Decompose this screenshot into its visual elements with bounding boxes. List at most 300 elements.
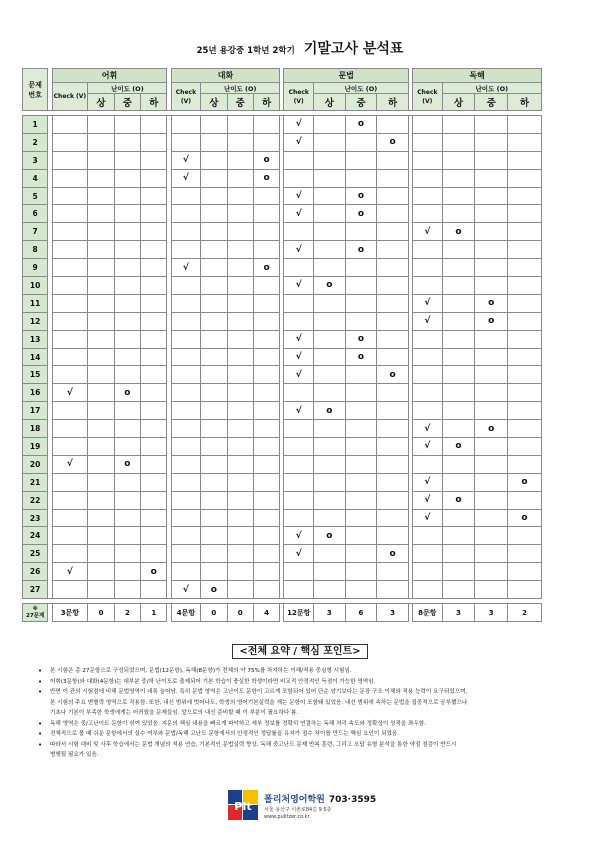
reading-high-cell [442, 133, 475, 151]
vocab-high-cell [88, 509, 114, 527]
reading-high-cell [442, 509, 475, 527]
grammar-low-cell [377, 259, 409, 277]
vocab-high-cell [88, 527, 114, 545]
academy-website[interactable]: www.pulitzer.co.kr [264, 814, 310, 820]
grammar-mid-cell [345, 545, 377, 563]
vocab-mid-cell [114, 312, 140, 330]
vocab-mid-cell [114, 420, 140, 438]
vocab-low-cell [141, 509, 167, 527]
grammar-high-cell [314, 241, 346, 259]
reading-mid-cell [475, 438, 508, 456]
dialog-low-cell [253, 116, 279, 134]
reading-high-cell [442, 312, 475, 330]
dialog-high-cell [201, 169, 227, 187]
table-row [23, 509, 542, 527]
reading-low-cell [508, 133, 542, 151]
vocab-low-cell [141, 420, 167, 438]
grammar-high-cell [314, 133, 346, 151]
grammar-high-cell: o [314, 527, 346, 545]
dialog-low-cell [253, 384, 279, 402]
question-number: 7 [23, 223, 48, 241]
vocab-mid-total: 2 [114, 604, 140, 622]
reading-mid-cell [475, 402, 508, 420]
reading-check-cell [413, 563, 443, 581]
question-number: 1 [23, 116, 48, 134]
academy-phone: 703·3595 [328, 795, 377, 805]
grammar-mid-cell [345, 259, 377, 277]
table-row [23, 116, 542, 134]
table-row [23, 491, 542, 509]
vocab-mid-cell [114, 509, 140, 527]
dialog-low-cell [253, 563, 279, 581]
dialog-mid-cell [227, 241, 253, 259]
grammar-mid-cell [345, 133, 377, 151]
vocab-low-cell [141, 366, 167, 384]
vocab-mid-cell [114, 116, 140, 134]
grammar-check-cell [284, 420, 314, 438]
level-high-header: 상 [201, 94, 227, 111]
vocab-high-cell [88, 133, 114, 151]
question-number: 15 [23, 366, 48, 384]
grammar-high-cell [314, 509, 346, 527]
reading-check-cell: √ [413, 294, 443, 312]
reading-low-cell [508, 187, 542, 205]
dialog-low-cell [253, 473, 279, 491]
reading-low-cell [508, 420, 542, 438]
dialog-mid-cell [227, 312, 253, 330]
grammar-high-cell [314, 205, 346, 223]
reading-high-cell [442, 402, 475, 420]
reading-high-cell [442, 366, 475, 384]
reading-low-cell [508, 241, 542, 259]
grammar-high-cell [314, 545, 346, 563]
grammar-mid-cell [345, 312, 377, 330]
question-number: 14 [23, 348, 48, 366]
vocab-check-cell [52, 312, 88, 330]
dialog-mid-cell [227, 366, 253, 384]
question-number: 9 [23, 259, 48, 277]
grammar-high-cell [314, 581, 346, 599]
reading-mid-cell [475, 545, 508, 563]
vocab-low-cell [141, 259, 167, 277]
section-header-grammar: 문법 [284, 69, 408, 83]
reading-check-cell [413, 133, 443, 151]
vocab-high-cell [88, 438, 114, 456]
reading-check-cell [413, 348, 443, 366]
vocab-check-cell [52, 169, 88, 187]
reading-mid-cell [475, 116, 508, 134]
dialog-check-cell: √ [171, 581, 201, 599]
dialog-low-cell [253, 205, 279, 223]
reading-check-cell [413, 366, 443, 384]
grammar-low-cell [377, 205, 409, 223]
vocab-high-cell [88, 241, 114, 259]
vocab-low-cell [141, 151, 167, 169]
grammar-mid-cell: o [345, 116, 377, 134]
vocab-mid-cell: o [114, 384, 140, 402]
dialog-low-cell: o [253, 259, 279, 277]
difficulty-header: 난이도 (O) [314, 83, 409, 94]
vocab-check-total: 3문항 [52, 604, 88, 622]
dialog-check-total: 4문항 [171, 604, 201, 622]
grammar-high-cell [314, 384, 346, 402]
reading-check-cell: √ [413, 491, 443, 509]
dialog-mid-cell [227, 384, 253, 402]
reading-low-cell [508, 563, 542, 581]
reading-mid-cell [475, 563, 508, 581]
vocab-check-cell [52, 509, 88, 527]
reading-mid-cell [475, 241, 508, 259]
dialog-check-cell [171, 241, 201, 259]
grammar-mid-cell: o [345, 348, 377, 366]
reading-high-cell [442, 169, 475, 187]
vocab-high-cell [88, 259, 114, 277]
dialog-high-cell [201, 312, 227, 330]
vocab-low-cell [141, 384, 167, 402]
reading-low-cell: o [508, 473, 542, 491]
reading-check-cell [413, 205, 443, 223]
summary-bullet: • 따라서 시험 대비 및 사후 학습에서는 문법 개념의 적용 연습, 기본적인 문법실력 향상, 독해 중고난도 문제 반복 훈련, 그리고 오답 유형 분석을 통한 약점 점검이 반드시 [38, 740, 558, 751]
summary-bullet: 기초나 기본이 부족한 학생에게는 어려웠을 문제들임. 앞으로의 내신 준비할 때 이 부분이 필요하다 봄. [50, 710, 299, 716]
reading-low-cell [508, 491, 542, 509]
table-row [23, 259, 542, 277]
reading-check-cell [413, 259, 443, 277]
section-header-reading: 독해 [413, 69, 542, 83]
dialog-high-cell [201, 491, 227, 509]
vocab-low-cell [141, 438, 167, 456]
page-title [0, 38, 600, 58]
grammar-high-cell [314, 420, 346, 438]
vocab-high-cell [88, 223, 114, 241]
grammar-high-cell [314, 259, 346, 277]
summary-bullet: • 독해 영역은 중/고난이도 문항이 섞여 있었음. 지문의 핵심 내용을 빠르게 파악하고 세부 정보를 정확히 연결하는 독해 처리 속도와 정확성이 성적을 좌우함. [38, 719, 558, 730]
table-row [23, 205, 542, 223]
dialog-high-cell [201, 133, 227, 151]
grammar-mid-cell: o [345, 205, 377, 223]
vocab-high-cell [88, 402, 114, 420]
dialog-check-cell [171, 420, 201, 438]
table-row [23, 455, 542, 473]
section-header-vocab: 어휘 [52, 69, 167, 83]
vocab-low-cell [141, 294, 167, 312]
vocab-high-cell [88, 187, 114, 205]
question-number: 27 [23, 581, 48, 599]
academy-logo-icon [228, 790, 258, 820]
grammar-check-cell: √ [284, 133, 314, 151]
grammar-check-cell [284, 438, 314, 456]
reading-mid-cell [475, 330, 508, 348]
dialog-low-cell [253, 366, 279, 384]
vocab-high-cell [88, 151, 114, 169]
dialog-low-cell [253, 330, 279, 348]
grammar-mid-cell: o [345, 330, 377, 348]
vocab-check-cell [52, 491, 88, 509]
vocab-mid-cell [114, 563, 140, 581]
dialog-low-cell [253, 187, 279, 205]
grammar-low-cell [377, 491, 409, 509]
dialog-high-cell [201, 384, 227, 402]
dialog-low-cell: o [253, 151, 279, 169]
dialog-high-cell [201, 438, 227, 456]
grammar-mid-cell [345, 402, 377, 420]
reading-mid-cell: o [475, 294, 508, 312]
vocab-high-cell [88, 330, 114, 348]
vocab-check-cell [52, 133, 88, 151]
dialog-low-cell [253, 509, 279, 527]
grammar-check-cell: √ [284, 205, 314, 223]
dialog-low-cell [253, 223, 279, 241]
reading-check-cell [413, 169, 443, 187]
vocab-low-cell [141, 277, 167, 295]
grammar-low-cell [377, 455, 409, 473]
dialog-check-cell [171, 491, 201, 509]
dialog-high-cell [201, 527, 227, 545]
level-high-header: 상 [88, 94, 114, 111]
dialog-check-cell [171, 402, 201, 420]
dialog-check-cell: √ [171, 259, 201, 277]
reading-mid-cell [475, 223, 508, 241]
vocab-low-cell [141, 205, 167, 223]
reading-low-cell [508, 116, 542, 134]
dialog-low-cell [253, 312, 279, 330]
grammar-check-cell: √ [284, 116, 314, 134]
grammar-check-cell: √ [284, 241, 314, 259]
dialog-high-cell [201, 294, 227, 312]
question-number: 11 [23, 294, 48, 312]
dialog-low-cell [253, 581, 279, 599]
reading-mid-total: 3 [475, 604, 508, 622]
vocab-mid-cell [114, 223, 140, 241]
dialog-high-total: 0 [201, 604, 227, 622]
vocab-low-cell [141, 545, 167, 563]
vocab-check-cell: √ [52, 455, 88, 473]
grammar-check-cell [284, 384, 314, 402]
vocab-check-cell: √ [52, 563, 88, 581]
grammar-check-cell [284, 312, 314, 330]
grammar-mid-total: 6 [345, 604, 377, 622]
vocab-high-total: 0 [88, 604, 114, 622]
reading-check-cell: √ [413, 509, 443, 527]
level-low-header: 하 [141, 94, 167, 111]
reading-low-cell [508, 348, 542, 366]
vocab-mid-cell [114, 187, 140, 205]
question-number: 2 [23, 133, 48, 151]
reading-high-cell [442, 187, 475, 205]
grammar-low-cell [377, 151, 409, 169]
reading-high-cell [442, 527, 475, 545]
reading-low-cell [508, 366, 542, 384]
vocab-low-cell [141, 187, 167, 205]
grammar-check-cell [284, 473, 314, 491]
reading-high-cell [442, 259, 475, 277]
grammar-high-cell [314, 312, 346, 330]
reading-high-total: 3 [442, 604, 475, 622]
check-header: Check (V) [284, 83, 314, 111]
dialog-mid-cell [227, 402, 253, 420]
vocab-low-cell [141, 312, 167, 330]
reading-check-cell [413, 527, 443, 545]
reading-mid-cell [475, 169, 508, 187]
question-number: 22 [23, 491, 48, 509]
table-row [23, 563, 542, 581]
grammar-mid-cell [345, 473, 377, 491]
difficulty-header: 난이도 (O) [88, 83, 167, 94]
difficulty-header: 난이도 (O) [442, 83, 541, 94]
vocab-check-cell [52, 527, 88, 545]
grammar-high-cell [314, 223, 346, 241]
dialog-mid-cell [227, 151, 253, 169]
reading-mid-cell [475, 384, 508, 402]
summary-bullet: • 본 시험은 총 27문항으로 구성되었으며, 문법(12문항), 독해(8문항)가 전체의 약 75%를 차지하는 이해/적용 중심형 시험임. [38, 666, 558, 677]
question-number: 13 [23, 330, 48, 348]
reading-low-cell [508, 581, 542, 599]
grammar-low-cell [377, 420, 409, 438]
dialog-high-cell [201, 330, 227, 348]
summary-bullet: • 반면 이 관의 시험점에 비해 문법영역이 대폭 늘어남. 특히 문법 영역은 고난이도 문항이 고르게 포함되어 있어 단순 암기보다는 문장 구조 이해와 적용 능력이 요구되었으며, [38, 687, 558, 698]
dialog-high-cell [201, 563, 227, 581]
reading-mid-cell [475, 581, 508, 599]
reading-low-cell [508, 294, 542, 312]
dialog-high-cell [201, 348, 227, 366]
vocab-mid-cell [114, 527, 140, 545]
vocab-check-cell [52, 259, 88, 277]
grammar-low-cell [377, 223, 409, 241]
vocab-high-cell [88, 348, 114, 366]
dialog-check-cell [171, 438, 201, 456]
vocab-check-cell [52, 151, 88, 169]
vocab-mid-cell [114, 438, 140, 456]
reading-high-cell: o [442, 223, 475, 241]
grammar-high-cell [314, 116, 346, 134]
dialog-high-cell: o [201, 581, 227, 599]
vocab-high-cell [88, 473, 114, 491]
dialog-high-cell [201, 473, 227, 491]
reading-mid-cell [475, 491, 508, 509]
grammar-high-total: 3 [314, 604, 346, 622]
dialog-high-cell [201, 455, 227, 473]
grammar-check-cell [284, 259, 314, 277]
dialog-check-cell [171, 455, 201, 473]
grammar-check-cell [284, 455, 314, 473]
vocab-low-total: 1 [141, 604, 167, 622]
vocab-check-cell [52, 241, 88, 259]
dialog-high-cell [201, 116, 227, 134]
grammar-mid-cell: o [345, 241, 377, 259]
reading-low-cell [508, 312, 542, 330]
summary-bullet: 본 시험의 주요 변별력 영역으로 작용함. 또한, 내신 범위에 벗어나도, 학생의 영어기본실력을 재는 문항이 포함돼 있었음. 내신 범위에 속하는 문법을 집중적으로 공부했으나 [50, 699, 468, 706]
vocab-mid-cell: o [114, 455, 140, 473]
grammar-low-cell [377, 348, 409, 366]
grammar-check-cell [284, 151, 314, 169]
reading-mid-cell [475, 151, 508, 169]
grammar-low-cell [377, 312, 409, 330]
vocab-mid-cell [114, 259, 140, 277]
table-row [23, 277, 542, 295]
question-number: 26 [23, 563, 48, 581]
grammar-mid-cell [345, 491, 377, 509]
dialog-low-cell [253, 438, 279, 456]
grammar-low-cell [377, 294, 409, 312]
dialog-check-cell [171, 277, 201, 295]
vocab-mid-cell [114, 205, 140, 223]
summary-title: <전체 요약 / 핵심 포인트> [232, 644, 367, 659]
grammar-high-cell [314, 294, 346, 312]
dialog-high-cell [201, 402, 227, 420]
dialog-mid-cell [227, 348, 253, 366]
summary-heading [0, 642, 600, 657]
dialog-mid-cell [227, 294, 253, 312]
vocab-check-cell [52, 420, 88, 438]
dialog-high-cell [201, 205, 227, 223]
reading-low-cell [508, 169, 542, 187]
table-row [23, 348, 542, 366]
dialog-mid-cell [227, 581, 253, 599]
dialog-mid-cell [227, 205, 253, 223]
table-row [23, 187, 542, 205]
question-number: 17 [23, 402, 48, 420]
reading-mid-cell [475, 527, 508, 545]
table-row [23, 312, 542, 330]
vocab-high-cell [88, 205, 114, 223]
exam-subtitle: 25년 용강중 1학년 2학기 [196, 46, 295, 56]
dialog-high-cell [201, 151, 227, 169]
dialog-mid-cell [227, 438, 253, 456]
grammar-low-cell [377, 438, 409, 456]
table-row [23, 223, 542, 241]
check-header: Check (V) [413, 83, 443, 111]
vocab-mid-cell [114, 330, 140, 348]
dialog-mid-cell [227, 545, 253, 563]
reading-high-cell [442, 420, 475, 438]
vocab-high-cell [88, 491, 114, 509]
dialog-mid-cell [227, 509, 253, 527]
grammar-low-cell [377, 563, 409, 581]
dialog-check-cell [171, 473, 201, 491]
dialog-low-cell: o [253, 169, 279, 187]
dialog-high-cell [201, 241, 227, 259]
vocab-check-cell [52, 205, 88, 223]
vocab-high-cell [88, 366, 114, 384]
grammar-low-cell [377, 169, 409, 187]
dialog-low-cell [253, 455, 279, 473]
grammar-check-cell: √ [284, 366, 314, 384]
reading-high-cell [442, 205, 475, 223]
dialog-check-cell [171, 509, 201, 527]
check-header: Check (V) [52, 83, 88, 111]
reading-high-cell [442, 563, 475, 581]
level-high-header: 상 [442, 94, 475, 111]
table-row [23, 402, 542, 420]
question-number: 4 [23, 169, 48, 187]
grammar-high-cell: o [314, 277, 346, 295]
vocab-check-cell [52, 348, 88, 366]
grammar-check-cell [284, 169, 314, 187]
table-row [23, 241, 542, 259]
dialog-check-cell [171, 563, 201, 581]
grammar-high-cell [314, 473, 346, 491]
dialog-high-cell [201, 259, 227, 277]
summary-bullet: • 어휘(3문항)와 대화(4문항)는 대부분 중/하 난이도로 출제되어 기본 학습이 충실한 학생이라면 비교적 안정적인 득점이 가능한 영역임. [38, 677, 558, 688]
question-number: 24 [23, 527, 48, 545]
reading-mid-cell [475, 366, 508, 384]
reading-high-cell [442, 473, 475, 491]
vocab-mid-cell [114, 169, 140, 187]
table-row [23, 366, 542, 384]
grammar-low-cell [377, 581, 409, 599]
dialog-low-cell [253, 420, 279, 438]
reading-check-cell: √ [413, 438, 443, 456]
dialog-high-cell [201, 545, 227, 563]
